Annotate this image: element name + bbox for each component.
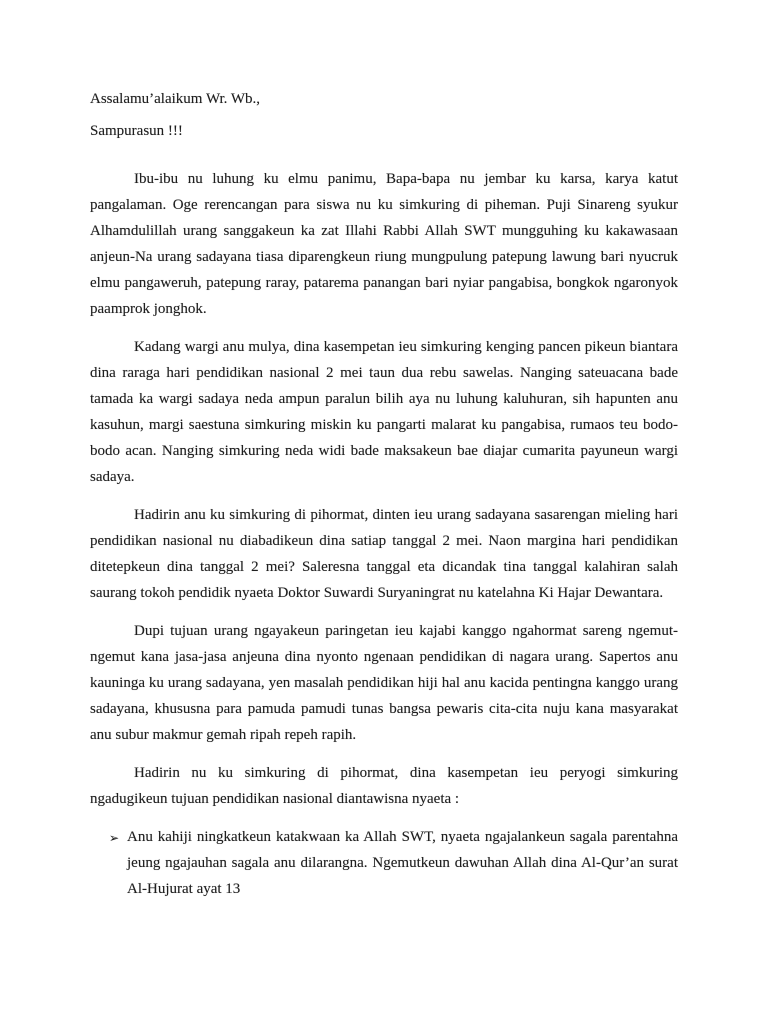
list-item-text: Anu kahiji ningkatkeun katakwaan ka Allah SWT, nyaeta ngajalankeun sagala parentahna jeung ngajauhan sagala anu dilarangna. Ngemutkeun dawuhan Allah dina Al-Qur’an surat Al-Hujurat ayat 13 xyxy=(127,829,678,897)
list-item xyxy=(90,824,678,902)
bullet-list xyxy=(90,824,678,902)
paragraph-pengantar-daftar: Hadirin nu ku simkuring di pihormat, dina kasempetan ieu peryogi simkuring ngadugikeun tujuan pendidikan nasional diantawisna nyaeta : xyxy=(90,765,678,807)
paragraph-opening: Ibu-ibu nu luhung ku elmu panimu, Bapa-bapa nu jembar ku karsa, karya katut pangalaman. Oge rerencangan para siswa nu ku simkuring di piheman. Puji Sinareng syukur Alhamdulillah urang sanggakeun ka zat Illahi Rabbi Allah SWT mungguhing ku kakawasaan anjeun-Na urang sadayana tiasa diparengkeun riung mungpulung patepung lawung bari nyucruk elmu pangaweruh, patepung raray, patarema panangan bari nyiar pangabisa, bongkok ngaronyok paamprok jonghok. xyxy=(90,171,678,317)
paragraph-hari-pendidikan: Hadirin anu ku simkuring di pihormat, dinten ieu urang sadayana sasarengan mieling hari pendidikan nasional nu diabadikeun dina satiap tanggal 2 mei. Naon margina hari pendidikan ditetepkeun dina tanggal 2 mei? Saleresna tanggal eta dicandak tina tanggal kalahiran salah saurang tokoh pendidik nyaeta Doktor Suwardi Suryaningrat nu katelahna Ki Hajar Dewantara. xyxy=(90,507,678,601)
arrow-bullet-icon: ➢ xyxy=(109,831,120,845)
salutation-line: Assalamu’alaikum Wr. Wb., xyxy=(90,91,261,107)
paragraph-tujuan-peringatan: Dupi tujuan urang ngayakeun paringetan ieu kajabi kanggo ngahormat sareng ngemut-ngemut kana jasa-jasa anjeuna dina nyonto ngenaan pendidikan di nagara urang. Sapertos anu kauninga ku urang sadayana, yen masalah pendidikan hiji hal anu kacida pentingna kanggo urang sadayana, khususna para pamuda pamudi tunas bangsa pewaris cita-cita nuju kana masyarakat anu subur makmur gemah ripah repeh rapih. xyxy=(90,623,678,743)
paragraph-occasion: Kadang wargi anu mulya, dina kasempetan ieu simkuring kenging pancen pikeun biantara dina raraga hari pendidikan nasional 2 mei taun dua rebu sawelas. Nanging sateuacana bade tamada ka wargi sadaya neda ampun paralun bilih aya nu luhung kaluhuran, sih hapunten anu kasuhun, margi saestuna simkuring miskin ku pangarti malarat ku pangabisa, rumaos teu bodo-bodo acan. Nanging simkuring neda widi bade maksakeun bae diajar cumarita payuneun wargi sadaya. xyxy=(90,339,678,485)
greeting-line: Sampurasun !!! xyxy=(90,123,183,139)
